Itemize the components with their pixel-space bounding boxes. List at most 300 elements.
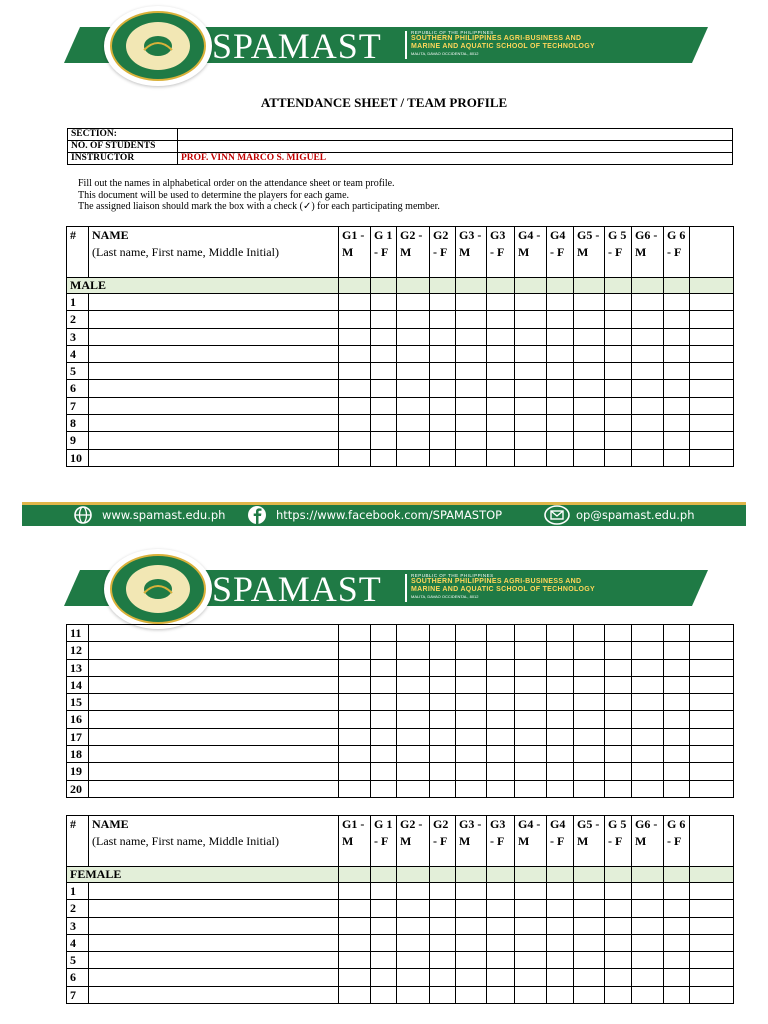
game-check-cell[interactable] [515,711,547,728]
game-check-cell[interactable] [456,746,487,763]
game-check-cell[interactable] [371,900,397,917]
game-check-cell[interactable] [547,625,574,642]
game-check-cell[interactable] [371,746,397,763]
game-check-cell[interactable] [690,659,734,676]
game-check-cell[interactable] [515,415,547,432]
game-check-cell[interactable] [456,952,487,969]
game-check-cell[interactable] [487,415,515,432]
game-check-cell[interactable] [487,380,515,397]
game-check-cell[interactable] [547,952,574,969]
game-check-cell[interactable] [605,311,632,328]
game-check-cell[interactable] [371,345,397,362]
game-check-cell[interactable] [690,363,734,380]
game-check-cell[interactable] [664,345,690,362]
game-check-cell[interactable] [574,415,605,432]
game-check-cell[interactable] [456,380,487,397]
game-check-cell[interactable] [430,625,456,642]
game-check-cell[interactable] [632,415,664,432]
game-check-cell[interactable] [515,380,547,397]
game-check-cell[interactable] [430,883,456,900]
students-field[interactable] [178,141,733,153]
game-check-cell[interactable] [430,415,456,432]
game-check-cell[interactable] [487,969,515,986]
game-check-cell[interactable] [430,328,456,345]
game-check-cell[interactable] [632,763,664,780]
game-check-cell[interactable] [690,969,734,986]
game-check-cell[interactable] [487,728,515,745]
name-cell[interactable] [89,780,339,797]
game-check-cell[interactable] [371,917,397,934]
game-check-cell[interactable] [632,294,664,311]
game-check-cell[interactable] [397,763,430,780]
game-check-cell[interactable] [690,642,734,659]
section-field[interactable] [178,129,733,141]
game-check-cell[interactable] [456,676,487,693]
name-cell[interactable] [89,711,339,728]
game-check-cell[interactable] [664,625,690,642]
game-check-cell[interactable] [430,763,456,780]
game-check-cell[interactable] [632,397,664,414]
game-check-cell[interactable] [515,311,547,328]
game-check-cell[interactable] [515,934,547,951]
game-check-cell[interactable] [430,363,456,380]
game-check-cell[interactable] [456,763,487,780]
game-check-cell[interactable] [690,711,734,728]
game-check-cell[interactable] [574,780,605,797]
game-check-cell[interactable] [632,780,664,797]
game-check-cell[interactable] [664,711,690,728]
game-check-cell[interactable] [397,746,430,763]
game-check-cell[interactable] [515,659,547,676]
game-check-cell[interactable] [515,883,547,900]
game-check-cell[interactable] [397,415,430,432]
game-check-cell[interactable] [456,969,487,986]
game-check-cell[interactable] [632,625,664,642]
game-check-cell[interactable] [371,763,397,780]
game-check-cell[interactable] [456,659,487,676]
game-check-cell[interactable] [397,311,430,328]
game-check-cell[interactable] [605,883,632,900]
game-check-cell[interactable] [690,311,734,328]
game-check-cell[interactable] [430,676,456,693]
game-check-cell[interactable] [430,900,456,917]
game-check-cell[interactable] [547,763,574,780]
game-check-cell[interactable] [547,345,574,362]
game-check-cell[interactable] [339,694,371,711]
game-check-cell[interactable] [605,746,632,763]
game-check-cell[interactable] [574,969,605,986]
game-check-cell[interactable] [371,432,397,449]
game-check-cell[interactable] [574,311,605,328]
game-check-cell[interactable] [690,780,734,797]
name-cell[interactable] [89,969,339,986]
game-check-cell[interactable] [690,294,734,311]
game-check-cell[interactable] [397,986,430,1003]
game-check-cell[interactable] [605,625,632,642]
name-cell[interactable] [89,659,339,676]
game-check-cell[interactable] [605,328,632,345]
game-check-cell[interactable] [547,934,574,951]
game-check-cell[interactable] [397,345,430,362]
game-check-cell[interactable] [430,397,456,414]
game-check-cell[interactable] [456,883,487,900]
game-check-cell[interactable] [515,986,547,1003]
game-check-cell[interactable] [339,345,371,362]
game-check-cell[interactable] [371,294,397,311]
game-check-cell[interactable] [605,659,632,676]
game-check-cell[interactable] [487,900,515,917]
game-check-cell[interactable] [547,642,574,659]
game-check-cell[interactable] [547,694,574,711]
game-check-cell[interactable] [547,676,574,693]
game-check-cell[interactable] [515,900,547,917]
game-check-cell[interactable] [690,449,734,466]
game-check-cell[interactable] [632,328,664,345]
game-check-cell[interactable] [547,397,574,414]
game-check-cell[interactable] [574,345,605,362]
game-check-cell[interactable] [339,311,371,328]
game-check-cell[interactable] [605,642,632,659]
game-check-cell[interactable] [547,728,574,745]
game-check-cell[interactable] [605,763,632,780]
game-check-cell[interactable] [632,934,664,951]
game-check-cell[interactable] [664,415,690,432]
game-check-cell[interactable] [690,380,734,397]
game-check-cell[interactable] [397,883,430,900]
game-check-cell[interactable] [632,676,664,693]
game-check-cell[interactable] [397,780,430,797]
game-check-cell[interactable] [574,986,605,1003]
game-check-cell[interactable] [430,952,456,969]
game-check-cell[interactable] [430,728,456,745]
game-check-cell[interactable] [664,763,690,780]
game-check-cell[interactable] [690,883,734,900]
game-check-cell[interactable] [371,711,397,728]
game-check-cell[interactable] [515,763,547,780]
game-check-cell[interactable] [632,380,664,397]
game-check-cell[interactable] [664,934,690,951]
game-check-cell[interactable] [371,415,397,432]
game-check-cell[interactable] [574,449,605,466]
game-check-cell[interactable] [456,449,487,466]
game-check-cell[interactable] [515,676,547,693]
game-check-cell[interactable] [690,676,734,693]
game-check-cell[interactable] [605,449,632,466]
game-check-cell[interactable] [574,294,605,311]
game-check-cell[interactable] [515,363,547,380]
game-check-cell[interactable] [690,728,734,745]
game-check-cell[interactable] [632,694,664,711]
game-check-cell[interactable] [574,642,605,659]
game-check-cell[interactable] [547,449,574,466]
game-check-cell[interactable] [456,934,487,951]
game-check-cell[interactable] [456,642,487,659]
game-check-cell[interactable] [456,432,487,449]
game-check-cell[interactable] [515,728,547,745]
game-check-cell[interactable] [547,328,574,345]
game-check-cell[interactable] [605,900,632,917]
game-check-cell[interactable] [605,676,632,693]
facebook-link[interactable]: https://www.facebook.com/SPAMASTOP [276,508,503,522]
game-check-cell[interactable] [339,711,371,728]
game-check-cell[interactable] [547,969,574,986]
game-check-cell[interactable] [690,763,734,780]
game-check-cell[interactable] [487,986,515,1003]
game-check-cell[interactable] [515,952,547,969]
game-check-cell[interactable] [397,659,430,676]
game-check-cell[interactable] [605,934,632,951]
game-check-cell[interactable] [574,746,605,763]
game-check-cell[interactable] [690,917,734,934]
game-check-cell[interactable] [547,380,574,397]
game-check-cell[interactable] [574,900,605,917]
game-check-cell[interactable] [487,328,515,345]
game-check-cell[interactable] [515,625,547,642]
game-check-cell[interactable] [574,883,605,900]
game-check-cell[interactable] [456,363,487,380]
game-check-cell[interactable] [664,676,690,693]
game-check-cell[interactable] [664,694,690,711]
name-cell[interactable] [89,294,339,311]
game-check-cell[interactable] [430,311,456,328]
game-check-cell[interactable] [339,380,371,397]
game-check-cell[interactable] [371,363,397,380]
game-check-cell[interactable] [397,694,430,711]
game-check-cell[interactable] [664,746,690,763]
game-check-cell[interactable] [664,728,690,745]
game-check-cell[interactable] [605,969,632,986]
game-check-cell[interactable] [605,345,632,362]
game-check-cell[interactable] [547,659,574,676]
game-check-cell[interactable] [487,763,515,780]
game-check-cell[interactable] [456,780,487,797]
game-check-cell[interactable] [371,883,397,900]
game-check-cell[interactable] [632,917,664,934]
game-check-cell[interactable] [664,917,690,934]
game-check-cell[interactable] [690,900,734,917]
game-check-cell[interactable] [632,746,664,763]
game-check-cell[interactable] [371,694,397,711]
game-check-cell[interactable] [632,711,664,728]
game-check-cell[interactable] [339,763,371,780]
game-check-cell[interactable] [690,986,734,1003]
game-check-cell[interactable] [397,969,430,986]
name-cell[interactable] [89,345,339,362]
game-check-cell[interactable] [605,432,632,449]
game-check-cell[interactable] [430,659,456,676]
game-check-cell[interactable] [690,345,734,362]
game-check-cell[interactable] [339,917,371,934]
game-check-cell[interactable] [339,328,371,345]
game-check-cell[interactable] [371,780,397,797]
game-check-cell[interactable] [664,642,690,659]
game-check-cell[interactable] [574,711,605,728]
game-check-cell[interactable] [456,345,487,362]
game-check-cell[interactable] [371,728,397,745]
game-check-cell[interactable] [339,900,371,917]
game-check-cell[interactable] [339,986,371,1003]
game-check-cell[interactable] [339,363,371,380]
game-check-cell[interactable] [547,711,574,728]
game-check-cell[interactable] [515,328,547,345]
game-check-cell[interactable] [430,294,456,311]
name-cell[interactable] [89,883,339,900]
name-cell[interactable] [89,900,339,917]
game-check-cell[interactable] [456,694,487,711]
game-check-cell[interactable] [456,711,487,728]
game-check-cell[interactable] [339,952,371,969]
game-check-cell[interactable] [547,415,574,432]
game-check-cell[interactable] [515,780,547,797]
game-check-cell[interactable] [397,642,430,659]
game-check-cell[interactable] [690,746,734,763]
game-check-cell[interactable] [690,952,734,969]
game-check-cell[interactable] [371,642,397,659]
game-check-cell[interactable] [397,328,430,345]
email-link[interactable]: op@spamast.edu.ph [576,508,695,522]
name-cell[interactable] [89,397,339,414]
name-cell[interactable] [89,934,339,951]
game-check-cell[interactable] [664,380,690,397]
game-check-cell[interactable] [339,294,371,311]
game-check-cell[interactable] [339,625,371,642]
game-check-cell[interactable] [574,380,605,397]
game-check-cell[interactable] [487,952,515,969]
game-check-cell[interactable] [690,432,734,449]
name-cell[interactable] [89,763,339,780]
game-check-cell[interactable] [339,415,371,432]
game-check-cell[interactable] [515,746,547,763]
game-check-cell[interactable] [487,311,515,328]
game-check-cell[interactable] [487,780,515,797]
game-check-cell[interactable] [515,969,547,986]
game-check-cell[interactable] [397,449,430,466]
game-check-cell[interactable] [690,625,734,642]
game-check-cell[interactable] [487,711,515,728]
game-check-cell[interactable] [690,415,734,432]
game-check-cell[interactable] [690,934,734,951]
game-check-cell[interactable] [605,917,632,934]
game-check-cell[interactable] [690,328,734,345]
game-check-cell[interactable] [574,676,605,693]
game-check-cell[interactable] [632,659,664,676]
game-check-cell[interactable] [664,900,690,917]
name-cell[interactable] [89,694,339,711]
game-check-cell[interactable] [574,659,605,676]
name-cell[interactable] [89,952,339,969]
game-check-cell[interactable] [397,711,430,728]
game-check-cell[interactable] [397,934,430,951]
game-check-cell[interactable] [574,363,605,380]
game-check-cell[interactable] [690,397,734,414]
game-check-cell[interactable] [664,780,690,797]
game-check-cell[interactable] [339,449,371,466]
game-check-cell[interactable] [430,642,456,659]
game-check-cell[interactable] [605,986,632,1003]
game-check-cell[interactable] [397,380,430,397]
game-check-cell[interactable] [574,328,605,345]
game-check-cell[interactable] [574,763,605,780]
game-check-cell[interactable] [605,363,632,380]
game-check-cell[interactable] [371,659,397,676]
game-check-cell[interactable] [397,294,430,311]
game-check-cell[interactable] [632,311,664,328]
game-check-cell[interactable] [339,934,371,951]
game-check-cell[interactable] [456,625,487,642]
game-check-cell[interactable] [515,917,547,934]
game-check-cell[interactable] [456,294,487,311]
game-check-cell[interactable] [371,328,397,345]
game-check-cell[interactable] [487,345,515,362]
game-check-cell[interactable] [515,694,547,711]
game-check-cell[interactable] [574,694,605,711]
game-check-cell[interactable] [430,694,456,711]
game-check-cell[interactable] [664,363,690,380]
game-check-cell[interactable] [632,642,664,659]
game-check-cell[interactable] [397,952,430,969]
game-check-cell[interactable] [574,728,605,745]
game-check-cell[interactable] [487,917,515,934]
game-check-cell[interactable] [664,952,690,969]
game-check-cell[interactable] [371,449,397,466]
game-check-cell[interactable] [430,969,456,986]
game-check-cell[interactable] [487,294,515,311]
game-check-cell[interactable] [664,311,690,328]
website-link[interactable]: www.spamast.edu.ph [102,508,226,522]
game-check-cell[interactable] [547,432,574,449]
game-check-cell[interactable] [397,625,430,642]
game-check-cell[interactable] [574,952,605,969]
game-check-cell[interactable] [397,676,430,693]
game-check-cell[interactable] [605,397,632,414]
game-check-cell[interactable] [632,986,664,1003]
game-check-cell[interactable] [574,432,605,449]
game-check-cell[interactable] [632,728,664,745]
instructor-field[interactable]: PROF. VINN MARCO S. MIGUEL [178,153,733,165]
game-check-cell[interactable] [487,625,515,642]
game-check-cell[interactable] [515,432,547,449]
game-check-cell[interactable] [574,934,605,951]
game-check-cell[interactable] [632,345,664,362]
game-check-cell[interactable] [664,294,690,311]
game-check-cell[interactable] [487,432,515,449]
game-check-cell[interactable] [547,363,574,380]
game-check-cell[interactable] [487,397,515,414]
game-check-cell[interactable] [632,969,664,986]
game-check-cell[interactable] [632,952,664,969]
name-cell[interactable] [89,746,339,763]
game-check-cell[interactable] [371,986,397,1003]
game-check-cell[interactable] [632,900,664,917]
game-check-cell[interactable] [430,432,456,449]
game-check-cell[interactable] [605,694,632,711]
game-check-cell[interactable] [430,917,456,934]
game-check-cell[interactable] [547,986,574,1003]
game-check-cell[interactable] [430,711,456,728]
name-cell[interactable] [89,642,339,659]
name-cell[interactable] [89,363,339,380]
game-check-cell[interactable] [456,328,487,345]
game-check-cell[interactable] [515,449,547,466]
game-check-cell[interactable] [371,934,397,951]
game-check-cell[interactable] [339,397,371,414]
name-cell[interactable] [89,432,339,449]
game-check-cell[interactable] [547,294,574,311]
game-check-cell[interactable] [515,642,547,659]
game-check-cell[interactable] [664,883,690,900]
game-check-cell[interactable] [430,449,456,466]
game-check-cell[interactable] [487,449,515,466]
